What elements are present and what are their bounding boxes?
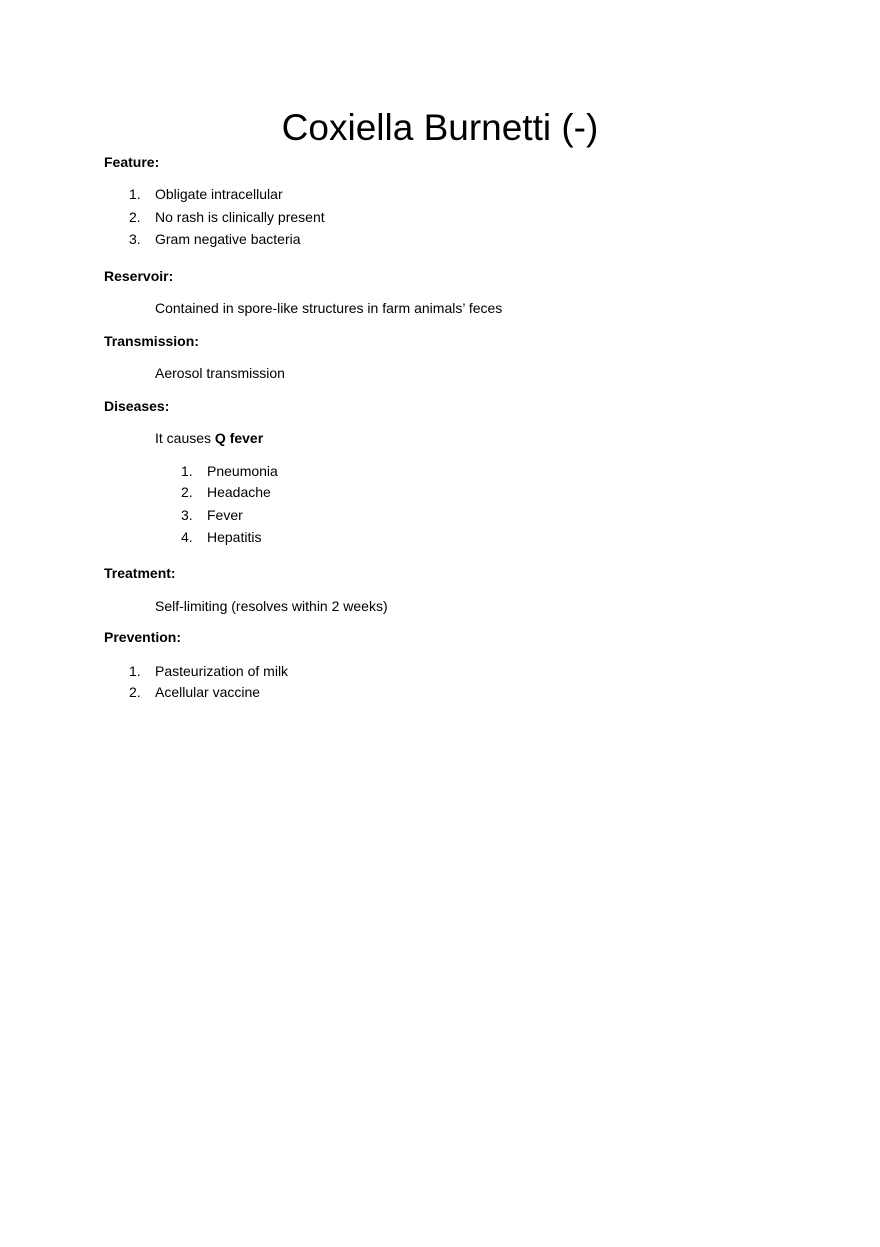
list-item-number: 2. bbox=[129, 684, 141, 700]
list-item: No rash is clinically present bbox=[155, 209, 325, 225]
list-item: Pasteurization of milk bbox=[155, 663, 289, 679]
list-item-number: 1. bbox=[129, 186, 141, 202]
treatment-text: Self-limiting (resolves within 2 weeks) bbox=[155, 598, 388, 614]
treatment-heading: Treatment: bbox=[104, 565, 176, 581]
list-item-number: 1. bbox=[181, 463, 193, 479]
list-item-number: 3. bbox=[129, 231, 141, 247]
list-item: Obligate intracellular bbox=[155, 186, 283, 202]
transmission-heading: Transmission: bbox=[104, 333, 199, 349]
reservoir-heading: Reservoir: bbox=[104, 268, 174, 284]
transmission-text: Aerosol transmission bbox=[155, 365, 285, 381]
diseases-intro bbox=[155, 429, 263, 447]
reservoir-text: Contained in spore-like structures in farm animals’ feces bbox=[155, 300, 503, 316]
list-item: Headache bbox=[207, 484, 271, 500]
list-item-number: 4. bbox=[181, 529, 193, 545]
prevention-heading: Prevention: bbox=[104, 629, 182, 645]
diseases-intro-bold: Q fever bbox=[214, 430, 264, 446]
page-title: Coxiella Burnetti (-) bbox=[281, 107, 599, 148]
list-item-number: 1. bbox=[129, 663, 141, 679]
list-item: Pneumonia bbox=[207, 463, 278, 479]
diseases-heading: Diseases: bbox=[104, 398, 170, 414]
list-item: Fever bbox=[207, 507, 243, 523]
list-item-number: 2. bbox=[129, 209, 141, 225]
list-item: Hepatitis bbox=[207, 529, 262, 545]
list-item: Gram negative bacteria bbox=[155, 231, 301, 247]
list-item-number: 3. bbox=[181, 507, 193, 523]
list-item: Acellular vaccine bbox=[155, 684, 261, 700]
feature-heading: Feature: bbox=[104, 154, 160, 170]
diseases-intro-text: It causes bbox=[155, 430, 215, 446]
list-item-number: 2. bbox=[181, 484, 193, 500]
